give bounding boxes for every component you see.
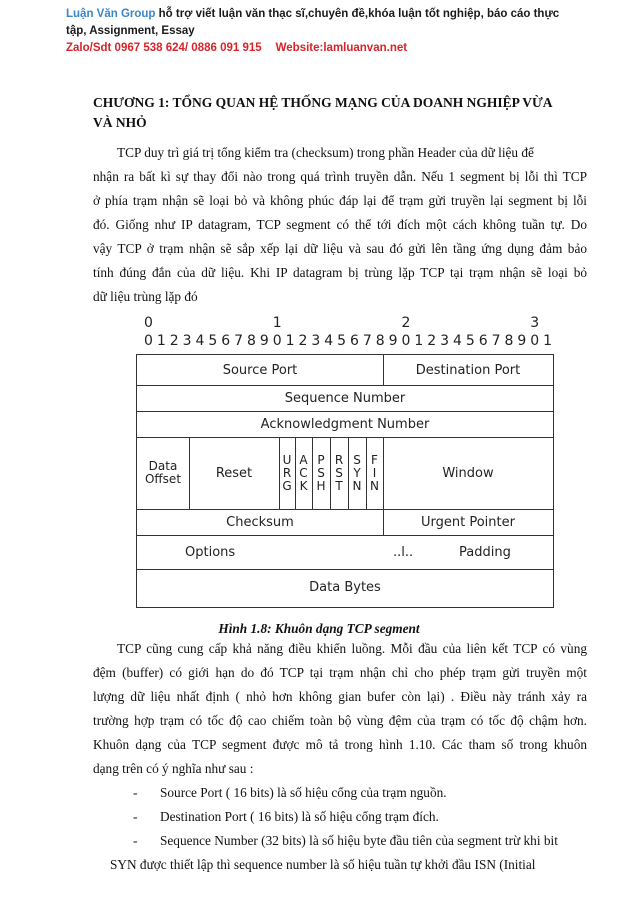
bit-tens-row <box>142 314 554 332</box>
header-tagline: hỗ trợ viết luận văn thạc sĩ,chuyên đề,khóa luận tốt nghiệp, báo cáo thực <box>155 8 560 20</box>
bit-number: 9 <box>259 333 269 349</box>
bit-number: 3 <box>311 333 321 349</box>
bit-tens-label: 2 <box>401 315 411 331</box>
list-item <box>93 781 587 805</box>
flag-rst: R S T <box>334 452 344 493</box>
paragraph-line: lượng dữ liệu nhất định ( nhỏ hơn không gian bufer còn lại) . Điều này tránh xảy ra <box>93 689 587 704</box>
flag-syn: S Y N <box>352 452 362 493</box>
urgent-pointer-field: Urgent Pointer <box>421 514 515 530</box>
sequence-number-field: Sequence Number <box>284 390 406 406</box>
continuation-line: SYN được thiết lập thì sequence number là số hiệu tuần tự khởi đầu ISN (Initial <box>110 857 536 872</box>
bit-number: 1 <box>285 333 295 349</box>
data-offset-label: Offset <box>144 472 182 486</box>
paragraph-line: đó. Giống như IP datagram, TCP segment có thể tới đích một cách không tuần tự. Do <box>93 217 587 232</box>
header-line-1 <box>66 6 586 23</box>
field-description-list <box>93 781 587 853</box>
bit-number: 0 <box>143 333 153 349</box>
bit-number: 5 <box>208 333 218 349</box>
bit-number: 3 <box>440 333 450 349</box>
bit-number: 4 <box>324 333 334 349</box>
bit-number: 7 <box>491 333 501 349</box>
bit-number: 4 <box>452 333 462 349</box>
bit-tens-label: 0 <box>143 315 153 331</box>
destination-port-field: Destination Port <box>415 362 521 378</box>
contact-website: Website:lamluanvan.net <box>275 42 408 54</box>
paragraph-checksum <box>93 141 587 309</box>
bit-ones-row <box>142 332 554 350</box>
paragraph-line: Khuôn dạng của TCP segment được mô tả trong hình 1.10. Các tham số trong khuôn <box>93 737 587 752</box>
header-contact-line <box>66 40 586 57</box>
list-item-text: Destination Port ( 16 bits) là số hiệu cổng trạm đích. <box>160 809 439 824</box>
chapter-title-line-2: VÀ NHỎ <box>93 115 147 130</box>
bit-number: 9 <box>388 333 398 349</box>
flag-psh: P S H <box>316 452 326 493</box>
paragraph-flow-control <box>93 637 587 781</box>
bit-tens-label: 1 <box>272 315 282 331</box>
ack-number-field: Acknowledgment Number <box>260 416 430 432</box>
flag-ack: A C K <box>299 452 308 493</box>
bit-number: 2 <box>169 333 179 349</box>
list-item <box>93 805 587 829</box>
bit-number: 8 <box>504 333 514 349</box>
bit-number: 3 <box>182 333 192 349</box>
data-offset-field <box>137 437 189 509</box>
brand-name: Luận Văn Group <box>66 8 156 20</box>
bit-numbers <box>142 314 554 350</box>
bit-number: 9 <box>517 333 527 349</box>
flag-urg: U R G <box>282 452 292 493</box>
bit-number: 5 <box>465 333 475 349</box>
reset-field: Reset <box>215 465 253 481</box>
data-bytes-field: Data Bytes <box>309 580 381 595</box>
bullet-marker: - <box>133 785 138 800</box>
checksum-field: Checksum <box>226 514 294 530</box>
bit-number: 0 <box>272 333 282 349</box>
bit-number: 7 <box>234 333 244 349</box>
flag-fin: F I N <box>370 452 379 493</box>
paragraph-line: TCP cũng cung cấp khả năng điều khiển luồng. Mỗi đầu của liên kết TCP có vùng <box>117 641 587 656</box>
window-field: Window <box>442 465 494 481</box>
bit-number: 4 <box>195 333 205 349</box>
paragraph-line: vậy TCP ở trạm nhận sẽ sắp xếp lại dữ liệu và sau đó gửi lên tầng ứng dụng đảm bảo <box>93 241 587 256</box>
paragraph-line: đệm (buffer) có giới hạn do đó TCP tại trạm nhận chỉ cho phép trạm gửi truyền một <box>93 665 587 680</box>
bit-number: 1 <box>543 333 553 349</box>
bit-number: 8 <box>375 333 385 349</box>
chapter-title-line-1: CHƯƠNG 1: TỔNG QUAN HỆ THỐNG MẠNG CỦA DOANH NGHIỆP VỪA <box>93 95 553 110</box>
figure-caption: Hình 1.8: Khuôn dạng TCP segment <box>218 621 420 636</box>
paragraph-line: trường hợp trạm có tốc độ cao chiếm toàn bộ vùng đệm của trạm có tốc độ chậm hơn. <box>93 713 587 728</box>
paragraph-line: ở phía trạm nhận sẽ loại bỏ và không phúc đáp lại để trạm gửi truyền lại segment bị lỗi <box>93 193 587 208</box>
header-field-grid <box>136 354 554 608</box>
paragraph-line: dữ liệu trùng lặp đó <box>93 289 198 304</box>
paragraph-line: dạng trên có ý nghĩa như sau : <box>93 761 254 776</box>
list-item <box>93 829 587 853</box>
paragraph-line: tính đúng đắn của dữ liệu. Khi IP datagram bị trùng lặp TCP tại trạm nhận sẽ loại bỏ <box>93 265 587 280</box>
bit-number: 0 <box>401 333 411 349</box>
bit-number: 2 <box>298 333 308 349</box>
bit-number: 0 <box>530 333 540 349</box>
contact-phone: Zalo/Sdt 0967 538 624/ 0886 091 915 <box>66 42 262 54</box>
paragraph-line: TCP duy trì giá trị tổng kiểm tra (checksum) trong phần Header của dữ liệu để <box>117 145 534 160</box>
list-item-text: Source Port ( 16 bits) là số hiệu cổng của trạm nguồn. <box>160 785 447 800</box>
list-item-text: Sequence Number (32 bits) là số hiệu byte đầu tiên của segment trừ khi bit <box>160 833 558 848</box>
bit-number: 1 <box>414 333 424 349</box>
bullet-marker: - <box>133 833 138 848</box>
paragraph-line: nhận ra bất kì sự thay đổi nào trong quá trình truyền dẫn. Nếu 1 segment bị lỗi thì TCP <box>93 169 587 184</box>
bit-number: 6 <box>478 333 488 349</box>
bit-tens-label: 3 <box>530 315 540 331</box>
options-field: Options <box>185 544 236 560</box>
bit-number: 2 <box>427 333 437 349</box>
tcp-segment-diagram <box>136 314 556 614</box>
bit-number: 6 <box>349 333 359 349</box>
bit-number: 8 <box>246 333 256 349</box>
page-header <box>66 6 586 57</box>
options-row <box>137 535 553 569</box>
padding-field: Padding <box>459 544 511 560</box>
bit-number: 7 <box>362 333 372 349</box>
header-line-2: tập, Assignment, Essay <box>66 25 195 37</box>
chapter-title <box>93 93 593 133</box>
data-offset-label: Data <box>148 459 178 473</box>
bit-number: 1 <box>156 333 166 349</box>
bullet-marker: - <box>133 809 138 824</box>
options-ellipsis: ..l.. <box>393 544 414 560</box>
source-port-field: Source Port <box>222 362 298 378</box>
bit-number: 5 <box>337 333 347 349</box>
bit-number: 6 <box>221 333 231 349</box>
